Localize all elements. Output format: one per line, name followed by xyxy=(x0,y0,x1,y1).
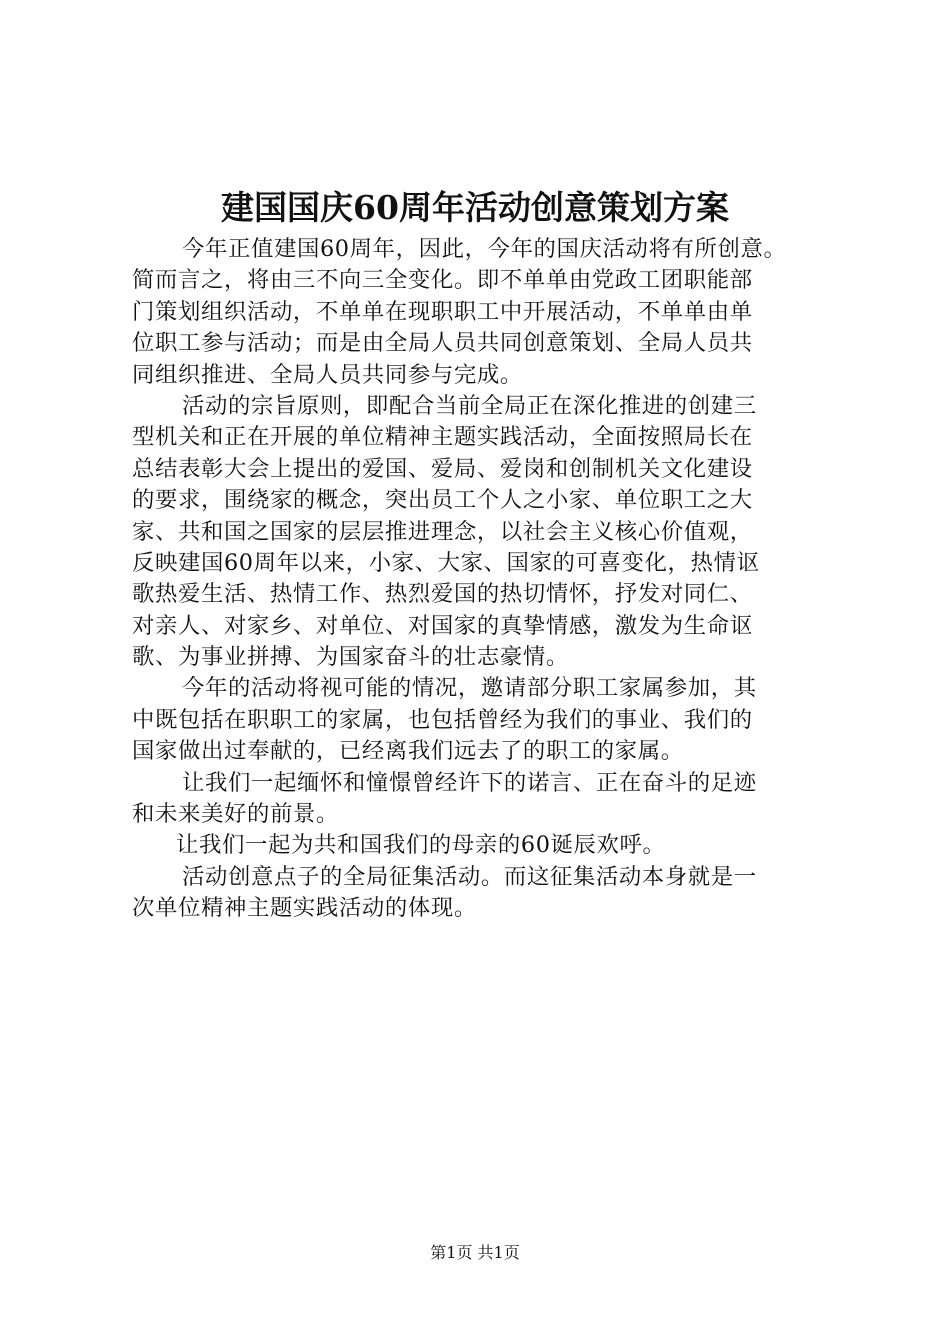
text-line: 的要求，围绕家的概念，突出员工个人之小家、单位职工之大 xyxy=(132,487,753,514)
text-line: 活动的宗旨原则，即配合当前全局正在深化推进的创建三 xyxy=(182,392,757,419)
text-line: 歌热爱生活、热情工作、热烈爱国的热切情怀，抒发对同仁、 xyxy=(132,581,753,608)
text-line: 中既包括在职职工的家属，也包括曾经为我们的事业、我们的 xyxy=(132,706,753,733)
text-line: 位职工参与活动；而是由全局人员共同创意策划、全局人员共 xyxy=(132,330,753,357)
text-line: 门策划组织活动，不单单在现职职工中开展活动，不单单由单 xyxy=(132,298,753,325)
text-line: 今年的活动将视可能的情况，邀请部分职工家属参加，其 xyxy=(182,675,757,702)
page-footer: 第1页 共1页 xyxy=(430,1243,520,1262)
text-line: 反映建国60周年以来，小家、大家、国家的可喜变化，热情讴 xyxy=(132,549,760,576)
text-line: 型机关和正在开展的单位精神主题实践活动，全面按照局长在 xyxy=(132,424,753,451)
text-line: 让我们一起为共和国我们的母亲的60诞辰欢呼。 xyxy=(176,832,666,859)
text-line: 活动创意点子的全局征集活动。而这征集活动本身就是一 xyxy=(182,863,757,890)
text-line: 让我们一起缅怀和憧憬曾经许下的诺言、正在奋斗的足迹 xyxy=(182,769,757,796)
document-body xyxy=(132,234,832,925)
document-title: 建国国庆60周年活动创意策划方案 xyxy=(221,188,729,227)
text-line: 今年正值建国60周年，因此，今年的国庆活动将有所创意。 xyxy=(182,236,787,262)
text-line: 国家做出过奉献的，已经离我们远去了的职工的家属。 xyxy=(132,738,684,765)
text-line: 对亲人、对家乡、对单位、对国家的真挚情感，激发为生命讴 xyxy=(132,612,753,639)
text-line: 总结表彰大会上提出的爱国、爱局、爱岗和创制机关文化建设 xyxy=(132,455,753,482)
text-line: 简而言之，将由三不向三全变化。即不单单由党政工团职能部 xyxy=(132,267,753,294)
text-line: 同组织推进、全局人员共同参与完成。 xyxy=(132,361,523,388)
text-line: 歌、为事业拼搏、为国家奋斗的壮志豪情。 xyxy=(132,644,569,671)
text-line: 次单位精神主题实践活动的体现。 xyxy=(132,895,477,922)
text-line: 家、共和国之国家的层层推进理念，以社会主义核心价值观， xyxy=(132,518,753,545)
text-line: 和未来美好的前景。 xyxy=(132,801,339,828)
